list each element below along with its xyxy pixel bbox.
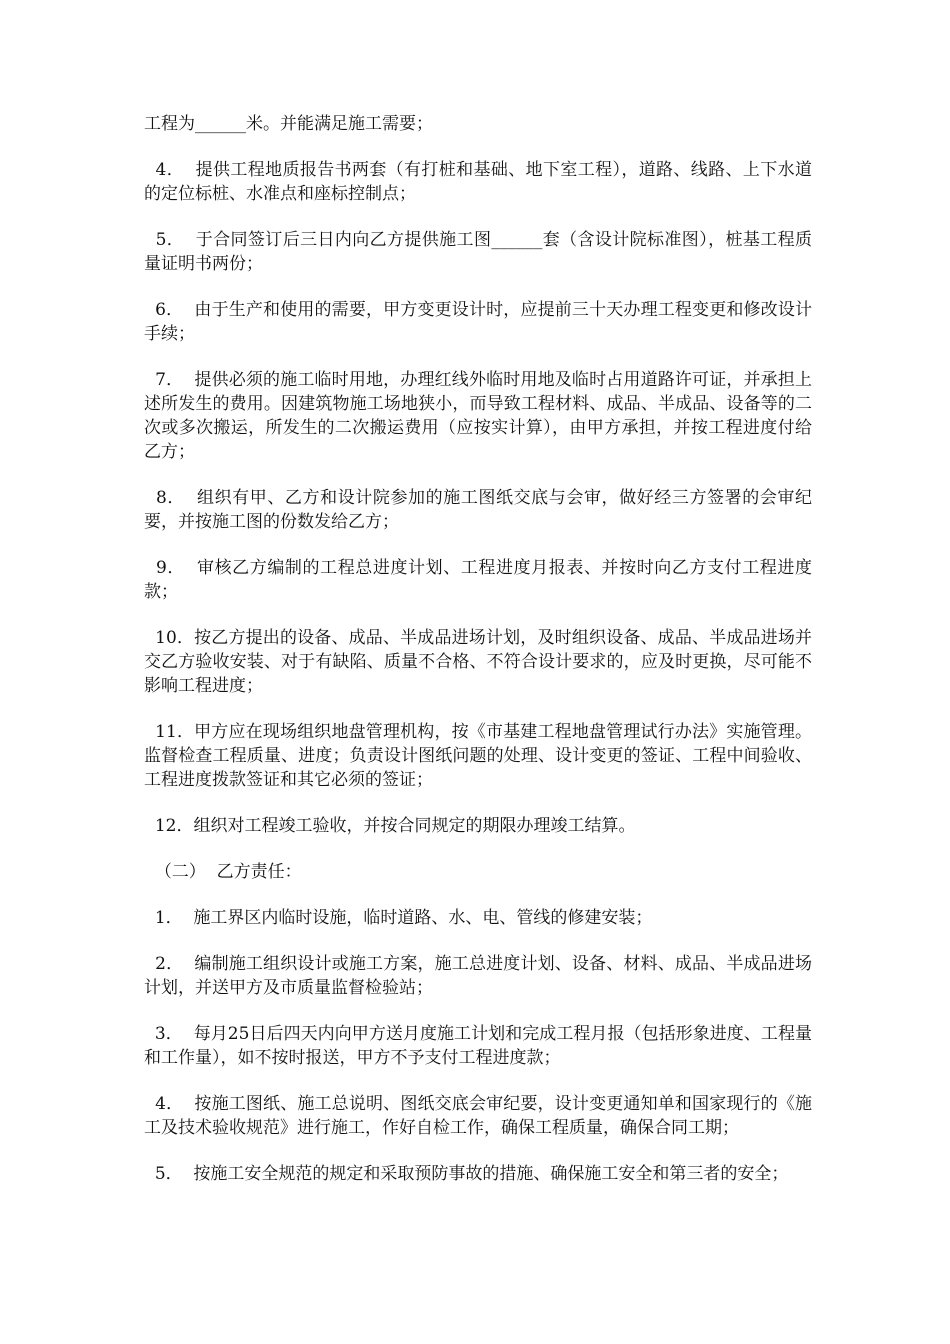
paragraph-item-12-completion-acceptance: 12．组织对工程竣工验收，并按合同规定的期限办理竣工结算。 <box>144 816 636 836</box>
paragraph-b-item-4-quality-assurance: 4． 按施工图纸、施工总说明、图纸交底会审纪要，设计变更通知单和国家现行的《施工及技术验收规范》进行施工，作好自检工作，确保工程质量，确保合同工期； <box>144 1094 813 1138</box>
paragraph-length-requirement: 工程为______米。并能满足施工需要； <box>144 114 433 134</box>
section-heading-party-b-responsibilities: （二） 乙方责任： <box>144 862 302 882</box>
paragraph-item-5-construction-drawings: 5． 于合同签订后三日内向乙方提供施工图______套（含设计院标准图），桩基工程质量证明书两份； <box>144 230 813 274</box>
paragraph-b-item-2-construction-plan: 2． 编制施工组织设计或施工方案，施工总进度计划、设备、材料、成品、半成品进场计划，并送甲方及市质量监督检验站； <box>144 954 813 998</box>
paragraph-item-6-design-changes: 6． 由于生产和使用的需要，甲方变更设计时，应提前三十天办理工程变更和修改设计手续； <box>144 300 813 344</box>
paragraph-item-8-drawing-review: 8． 组织有甲、乙方和设计院参加的施工图纸交底与会审，做好经三方签署的会审纪要，并按施工图的份数发给乙方； <box>144 488 813 532</box>
paragraph-item-11-site-management: 11．甲方应在现场组织地盘管理机构，按《市基建工程地盘管理试行办法》实施管理。监督检查工程质量、进度；负责设计图纸问题的处理、设计变更的签证、工程中间验收、工程进度拨款签证和其它必须的签证； <box>144 722 812 790</box>
paragraph-item-10-equipment-entry: 10．按乙方提出的设备、成品、半成品进场计划，及时组织设备、成品、半成品进场并交乙方验收安装、对于有缺陷、质量不合格、不符合设计要求的，应及时更换，尽可能不影响工程进度； <box>144 628 812 696</box>
paragraph-b-item-3-monthly-report: 3． 每月25日后四天内向甲方送月度施工计划和完成工程月报（包括形象进度、工程量和工作量），如不按时报送，甲方不予支付工程进度款； <box>144 1024 812 1068</box>
paragraph-item-9-schedule-review: 9． 审核乙方编制的工程总进度计划、工程进度月报表、并按时向乙方支付工程进度款； <box>144 558 813 602</box>
paragraph-b-item-1-temporary-facilities: 1． 施工界区内临时设施，临时道路、水、电、管线的修建安装； <box>144 908 653 928</box>
paragraph-b-item-5-safety: 5． 按施工安全规范的规定和采取预防事故的措施、确保施工安全和第三者的安全； <box>144 1164 789 1184</box>
paragraph-item-4-geology-report: 4． 提供工程地质报告书两套（有打桩和基础、地下室工程），道路、线路、上下水道的定位标桩、水准点和座标控制点； <box>144 160 812 204</box>
paragraph-item-7-temporary-land: 7． 提供必须的施工临时用地，办理红线外临时用地及临时占用道路许可证，并承担上述所发生的费用。因建筑物施工场地狭小，而导致工程材料、成品、半成品、设备等的二次或多次搬运，所发生的二次搬运费用（应按实计算），由甲方承担，并按工程进度付给乙方； <box>144 370 813 462</box>
document-body <box>144 112 812 1208</box>
